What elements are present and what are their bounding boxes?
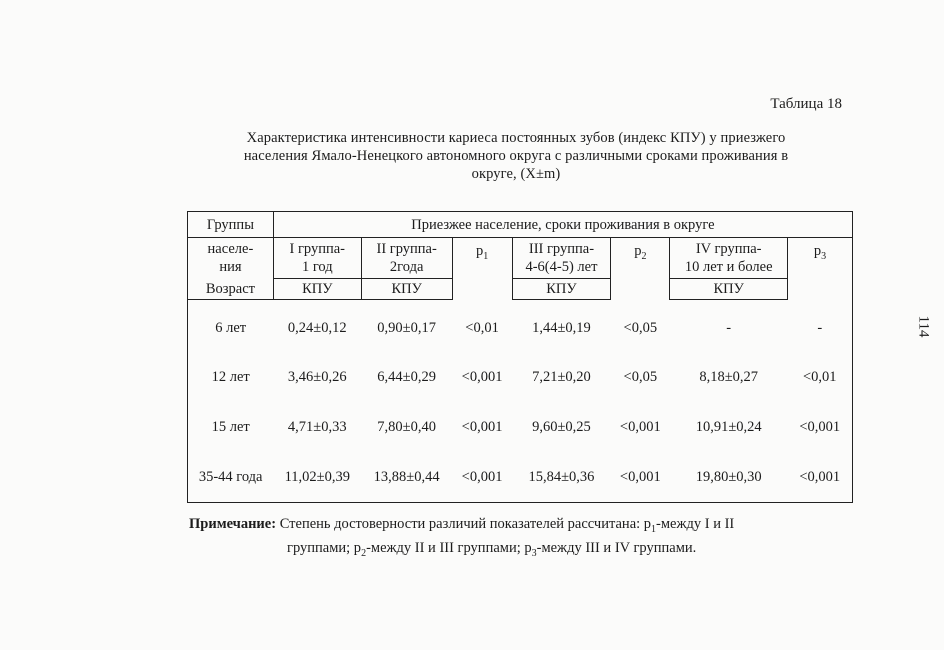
header-kpu-1: КПУ — [273, 279, 361, 300]
header-p2-text: $p_2$ — [634, 243, 647, 262]
table-body — [188, 300, 853, 503]
cell-p1: <0,001 — [461, 419, 503, 435]
cell-age: 6 лет — [215, 320, 247, 336]
cell-p3: <0,001 — [799, 419, 841, 435]
header-population-text: населе- ния — [207, 241, 254, 276]
cell-g4: 10,91±0,24 — [695, 419, 762, 435]
cell-age: 15 лет — [211, 419, 250, 435]
cell-g2: 7,80±0,40 — [377, 419, 437, 435]
note-line-1: Степень достоверности различий показателей рассчитана: $p_1$-между I и II — [279, 516, 735, 535]
cell-age: 12 лет — [211, 369, 250, 385]
header-group-2-text: II группа- 2года — [376, 241, 437, 275]
cell-g3: 9,60±0,25 — [532, 419, 591, 435]
cell-g2: 13,88±0,44 — [373, 469, 440, 485]
header-p2 — [611, 238, 670, 300]
cell-g2: 0,90±0,17 — [377, 320, 437, 336]
cell-age: 35-44 года — [198, 469, 263, 485]
cell-g1: 3,46±0,26 — [287, 369, 347, 385]
header-p1-text: $p_1$ — [475, 243, 489, 262]
cell-p3: <0,01 — [802, 369, 837, 385]
cell-g3: 15,84±0,36 — [528, 469, 595, 485]
note-label: Примечание: — [189, 516, 277, 532]
kpu-table — [187, 211, 853, 503]
header-kpu-4: КПУ — [670, 279, 788, 300]
cell-p2: <0,05 — [623, 369, 658, 385]
header-age: Возраст — [188, 279, 274, 300]
cell-p1: <0,001 — [461, 369, 503, 385]
header-group-1-text: I группа- 1 год — [289, 241, 346, 275]
cell-g1: 4,71±0,33 — [287, 419, 347, 435]
table-note — [189, 515, 854, 563]
table-number-label: Таблица 18 — [770, 96, 842, 112]
header-group-3-text: III группа- 4-6(4-5) лет — [525, 241, 598, 275]
caption-line-1: Характеристика интенсивности кариеса постоянных зубов (индекс КПУ) у приезжего — [246, 130, 786, 146]
page-number: 114 — [915, 315, 932, 338]
cell-p2: <0,001 — [619, 469, 661, 485]
header-kpu-2: КПУ — [361, 279, 452, 300]
header-group-1 — [273, 238, 361, 279]
header-p3 — [788, 238, 853, 300]
header-group-4 — [670, 238, 788, 279]
table-row — [188, 300, 853, 353]
table-caption — [190, 129, 842, 183]
cell-g4: 8,18±0,27 — [699, 369, 759, 385]
header-p1 — [452, 238, 512, 300]
header-group-2 — [361, 238, 452, 279]
cell-g4: - — [726, 320, 732, 336]
header-groups: Группы — [188, 212, 274, 238]
table-row — [188, 402, 853, 452]
cell-g3: 7,21±0,20 — [532, 369, 591, 385]
caption-line-3: округе, (X±m) — [471, 166, 561, 182]
cell-p3: - — [817, 319, 823, 336]
cell-g3: 1,44±0,19 — [532, 320, 591, 336]
header-group-4-text: IV группа- 10 лет и более — [684, 241, 773, 275]
caption-line-2: населения Ямало-Ненецкого автономного округа с различными сроками проживания в — [243, 148, 789, 164]
cell-p2: <0,05 — [623, 319, 658, 336]
header-population — [188, 238, 274, 279]
table-row — [188, 452, 853, 503]
header-group-3 — [512, 238, 611, 279]
table-row — [188, 352, 853, 402]
cell-p2: <0,001 — [619, 419, 661, 435]
note-line-2: группами; $p_2$-между II и III группами; $p_3$-между III и IV группами. — [287, 539, 697, 559]
header-p3-text: $p_3$ — [813, 243, 827, 262]
cell-g4: 19,80±0,30 — [695, 469, 762, 485]
cell-p1: <0,01 — [465, 319, 499, 336]
cell-g1: 0,24±0,12 — [287, 320, 347, 336]
header-span: Приезжее население, сроки проживания в округе — [273, 212, 852, 238]
cell-g2: 6,44±0,29 — [377, 369, 437, 385]
cell-g1: 11,02±0,39 — [284, 469, 350, 485]
cell-p3: <0,001 — [799, 469, 841, 485]
cell-p1: <0,001 — [461, 469, 503, 485]
header-kpu-3: КПУ — [512, 279, 611, 300]
